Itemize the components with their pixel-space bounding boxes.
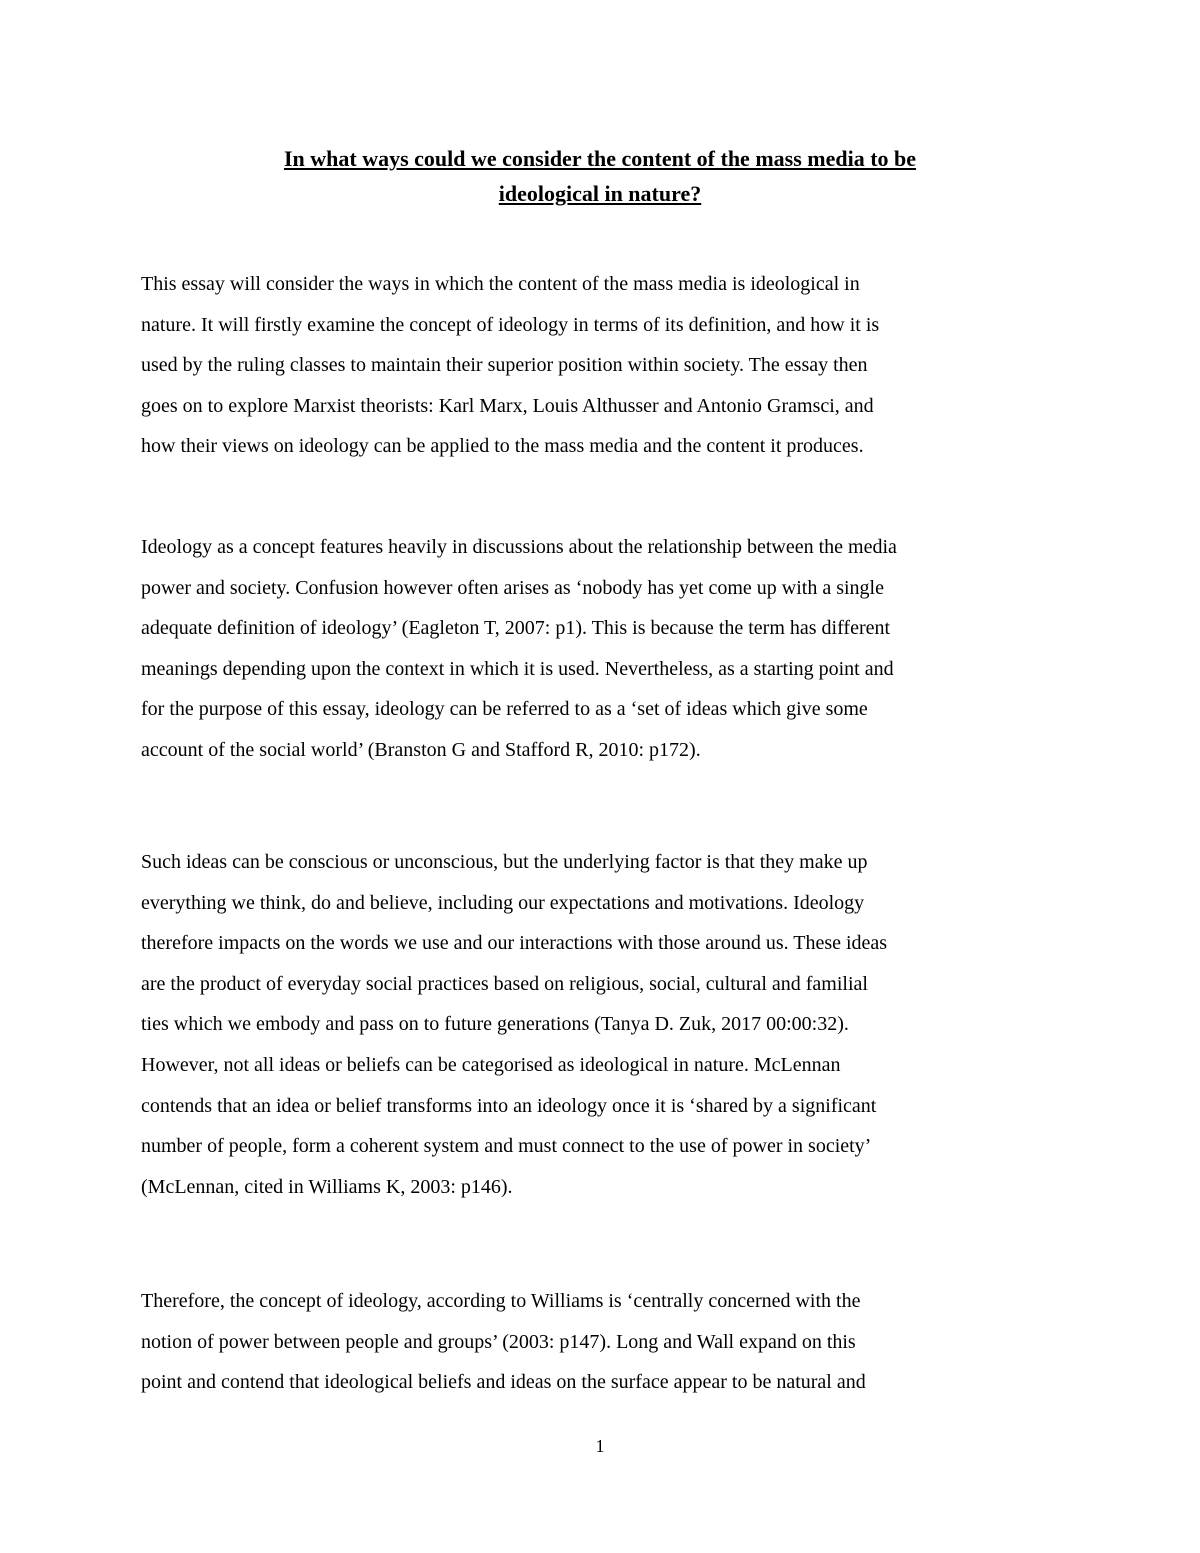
paragraph-line: goes on to explore Marxist theorists: Karl Marx, Louis Althusser and Antonio Gramsci, and [141,394,874,417]
paragraph-line: (McLennan, cited in Williams K, 2003: p146). [141,1175,513,1198]
paragraph-introduction [141,264,1061,467]
paragraph-line: notion of power between people and groups’ (2003: p147). Long and Wall expand on this [141,1330,856,1353]
paragraph-line: therefore impacts on the words we use and our interactions with those around us. These ideas [141,932,888,955]
essay-title [140,141,1060,211]
paragraph-line: Ideology as a concept features heavily in discussions about the relationship between the media [141,536,897,558]
paragraph-line: However, not all ideas or beliefs can be categorised as ideological in nature. McLennan [141,1053,841,1076]
paragraph-line: power and society. Confusion however often arises as ‘nobody has yet come up with a single [141,576,884,599]
paragraph-line: everything we think, do and believe, including our expectations and motivations. Ideology [141,891,865,914]
paragraph-ideology-definition [141,527,1061,771]
paragraph-line: number of people, form a coherent system and must connect to the use of power in society’ [141,1135,872,1158]
paragraph-line: Such ideas can be conscious or unconscious, but the underlying factor is that they make up [141,851,868,873]
paragraph-line: meanings depending upon the context in which it is used. Nevertheless, as a starting point and [141,657,894,680]
title-line: In what ways could we consider the content of the mass media to be [283,146,917,171]
paragraph-line: ties which we embody and pass on to future generations (Tanya D. Zuk, 2017 00:00:32). [141,1013,849,1036]
paragraph-ideas [141,842,1061,1207]
title-line: ideological in nature? [498,181,702,206]
page-number: 1 [595,1436,605,1456]
paragraph-line: used by the ruling classes to maintain their superior position within society. The essay then [141,354,868,377]
paragraph-line: contends that an idea or belief transforms into an ideology once it is ‘shared by a significant [141,1094,877,1117]
paragraph-line: point and contend that ideological beliefs and ideas on the surface appear to be natural and [141,1371,866,1394]
paragraph-line: Therefore, the concept of ideology, according to Williams is ‘centrally concerned with the [141,1290,861,1312]
paragraph-line: nature. It will firstly examine the concept of ideology in terms of its definition, and how it is [141,313,880,336]
paragraph-line: how their views on ideology can be applied to the mass media and the content it produces. [141,435,864,458]
paragraph-line: are the product of everyday social practices based on religious, social, cultural and familial [141,972,868,995]
paragraph-line: This essay will consider the ways in which the content of the mass media is ideological in [141,273,860,295]
paragraph-line: account of the social world’ (Branston G and Stafford R, 2010: p172). [141,738,701,761]
paragraph-line: for the purpose of this essay, ideology can be referred to as a ‘set of ideas which give some [141,698,868,721]
paragraph-power [141,1281,1061,1403]
paragraph-line: adequate definition of ideology’ (Eagleton T, 2007: p1). This is because the term has different [141,617,891,640]
